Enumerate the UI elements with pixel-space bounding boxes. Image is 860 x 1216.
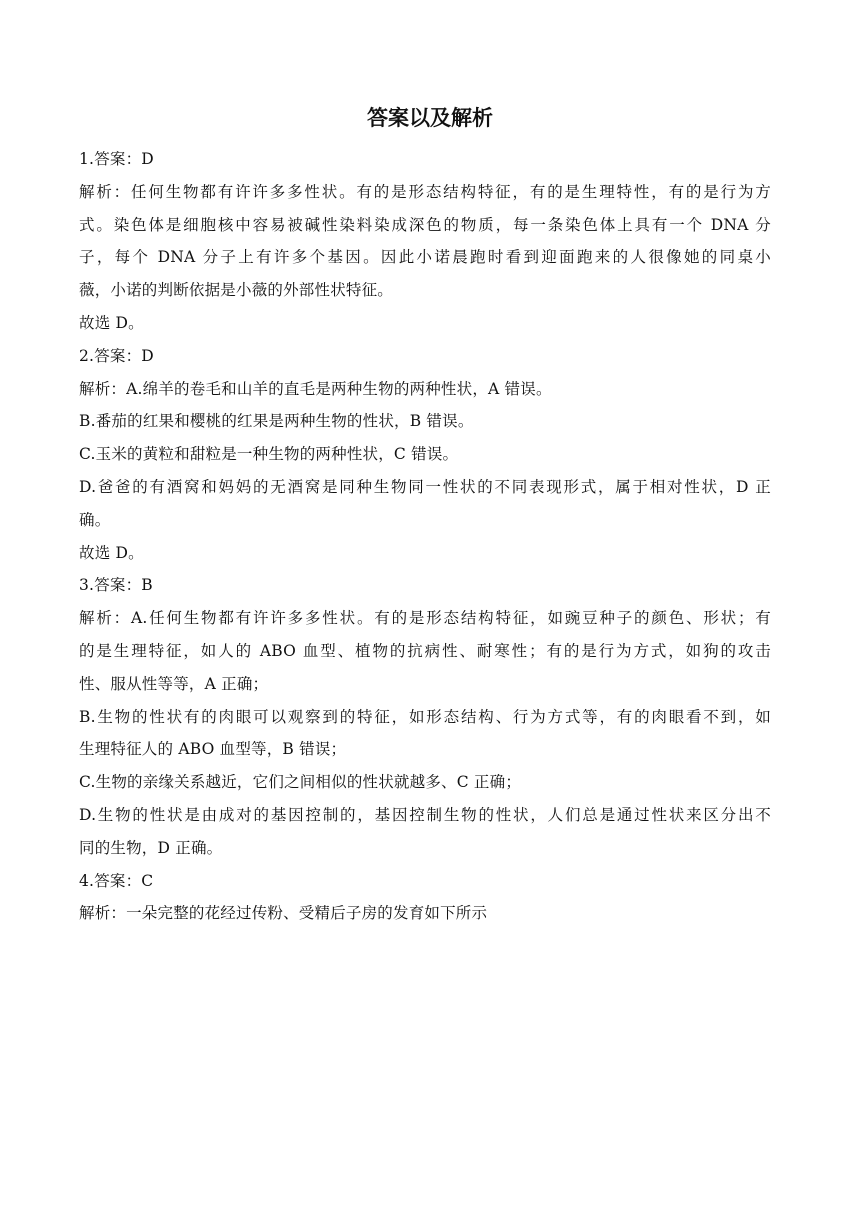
text-line: 1.答案：D	[79, 150, 154, 168]
text-line: C.玉米的黄粒和甜粒是一种生物的两种性状，C 错误。	[79, 445, 459, 464]
text-line: 4.答案：C	[79, 871, 154, 890]
text-line: 解析：一朵完整的花经过传粉、受精后子房的发育如下所示	[79, 904, 488, 923]
text-line: 子，每个 DNA 分子上有许多个基因。因此小诺晨跑时看到迎面跑来的人很像她的同桌小	[79, 248, 771, 267]
text-line: 解析：A.任何生物都有许许多多性状。有的是形态结构特征，如豌豆种子的颜色、形状；有	[79, 609, 771, 628]
text-line: 故选 D。	[79, 313, 144, 332]
answer-body	[79, 143, 771, 930]
text-line: C.生物的亲缘关系越近，它们之间相似的性状就越多、C 正确；	[79, 773, 522, 792]
text-line: 薇，小诺的判断依据是小薇的外部性状特征。	[79, 281, 394, 300]
text-line: 3.答案：B	[79, 576, 153, 595]
text-line: B.生物的性状有的肉眼可以观察到的特征，如形态结构、行为方式等，有的肉眼看不到，如	[79, 707, 771, 726]
text-line: D.爸爸的有酒窝和妈妈的无酒窝是同种生物同一性状的不同表现形式，属于相对性状，D 正	[79, 477, 771, 496]
text-line: 性、服从性等等，A 正确；	[79, 674, 269, 693]
page-title: 答案以及解析	[367, 106, 493, 130]
text-line: 2.答案：D	[79, 346, 154, 365]
text-line: 确。	[79, 510, 111, 529]
text-line: 式。染色体是细胞核中容易被碱性染料染成深色的物质，每一条染色体上具有一个 DNA 分	[79, 215, 771, 234]
text-line: 解析：任何生物都有许许多多性状。有的是形态结构特征，有的是生理特性，有的是行为方	[79, 182, 771, 201]
text-line: 故选 D。	[79, 543, 144, 562]
text-line: D.生物的性状是由成对的基因控制的，基因控制生物的性状，人们总是通过性状来区分出不	[79, 805, 771, 824]
text-line: 生理特征人的 ABO 血型等，B 错误；	[79, 740, 347, 759]
text-line: B.番茄的红果和樱桃的红果是两种生物的性状，B 错误。	[79, 412, 474, 431]
text-line: 解析：A.绵羊的卷毛和山羊的直毛是两种生物的两种性状，A 错误。	[79, 379, 552, 398]
text-line: 同的生物，D 正确。	[79, 838, 223, 857]
text-line: 的是生理特征，如人的 ABO 血型、植物的抗病性、耐寒性；有的是行为方式，如狗的攻击	[79, 641, 771, 660]
